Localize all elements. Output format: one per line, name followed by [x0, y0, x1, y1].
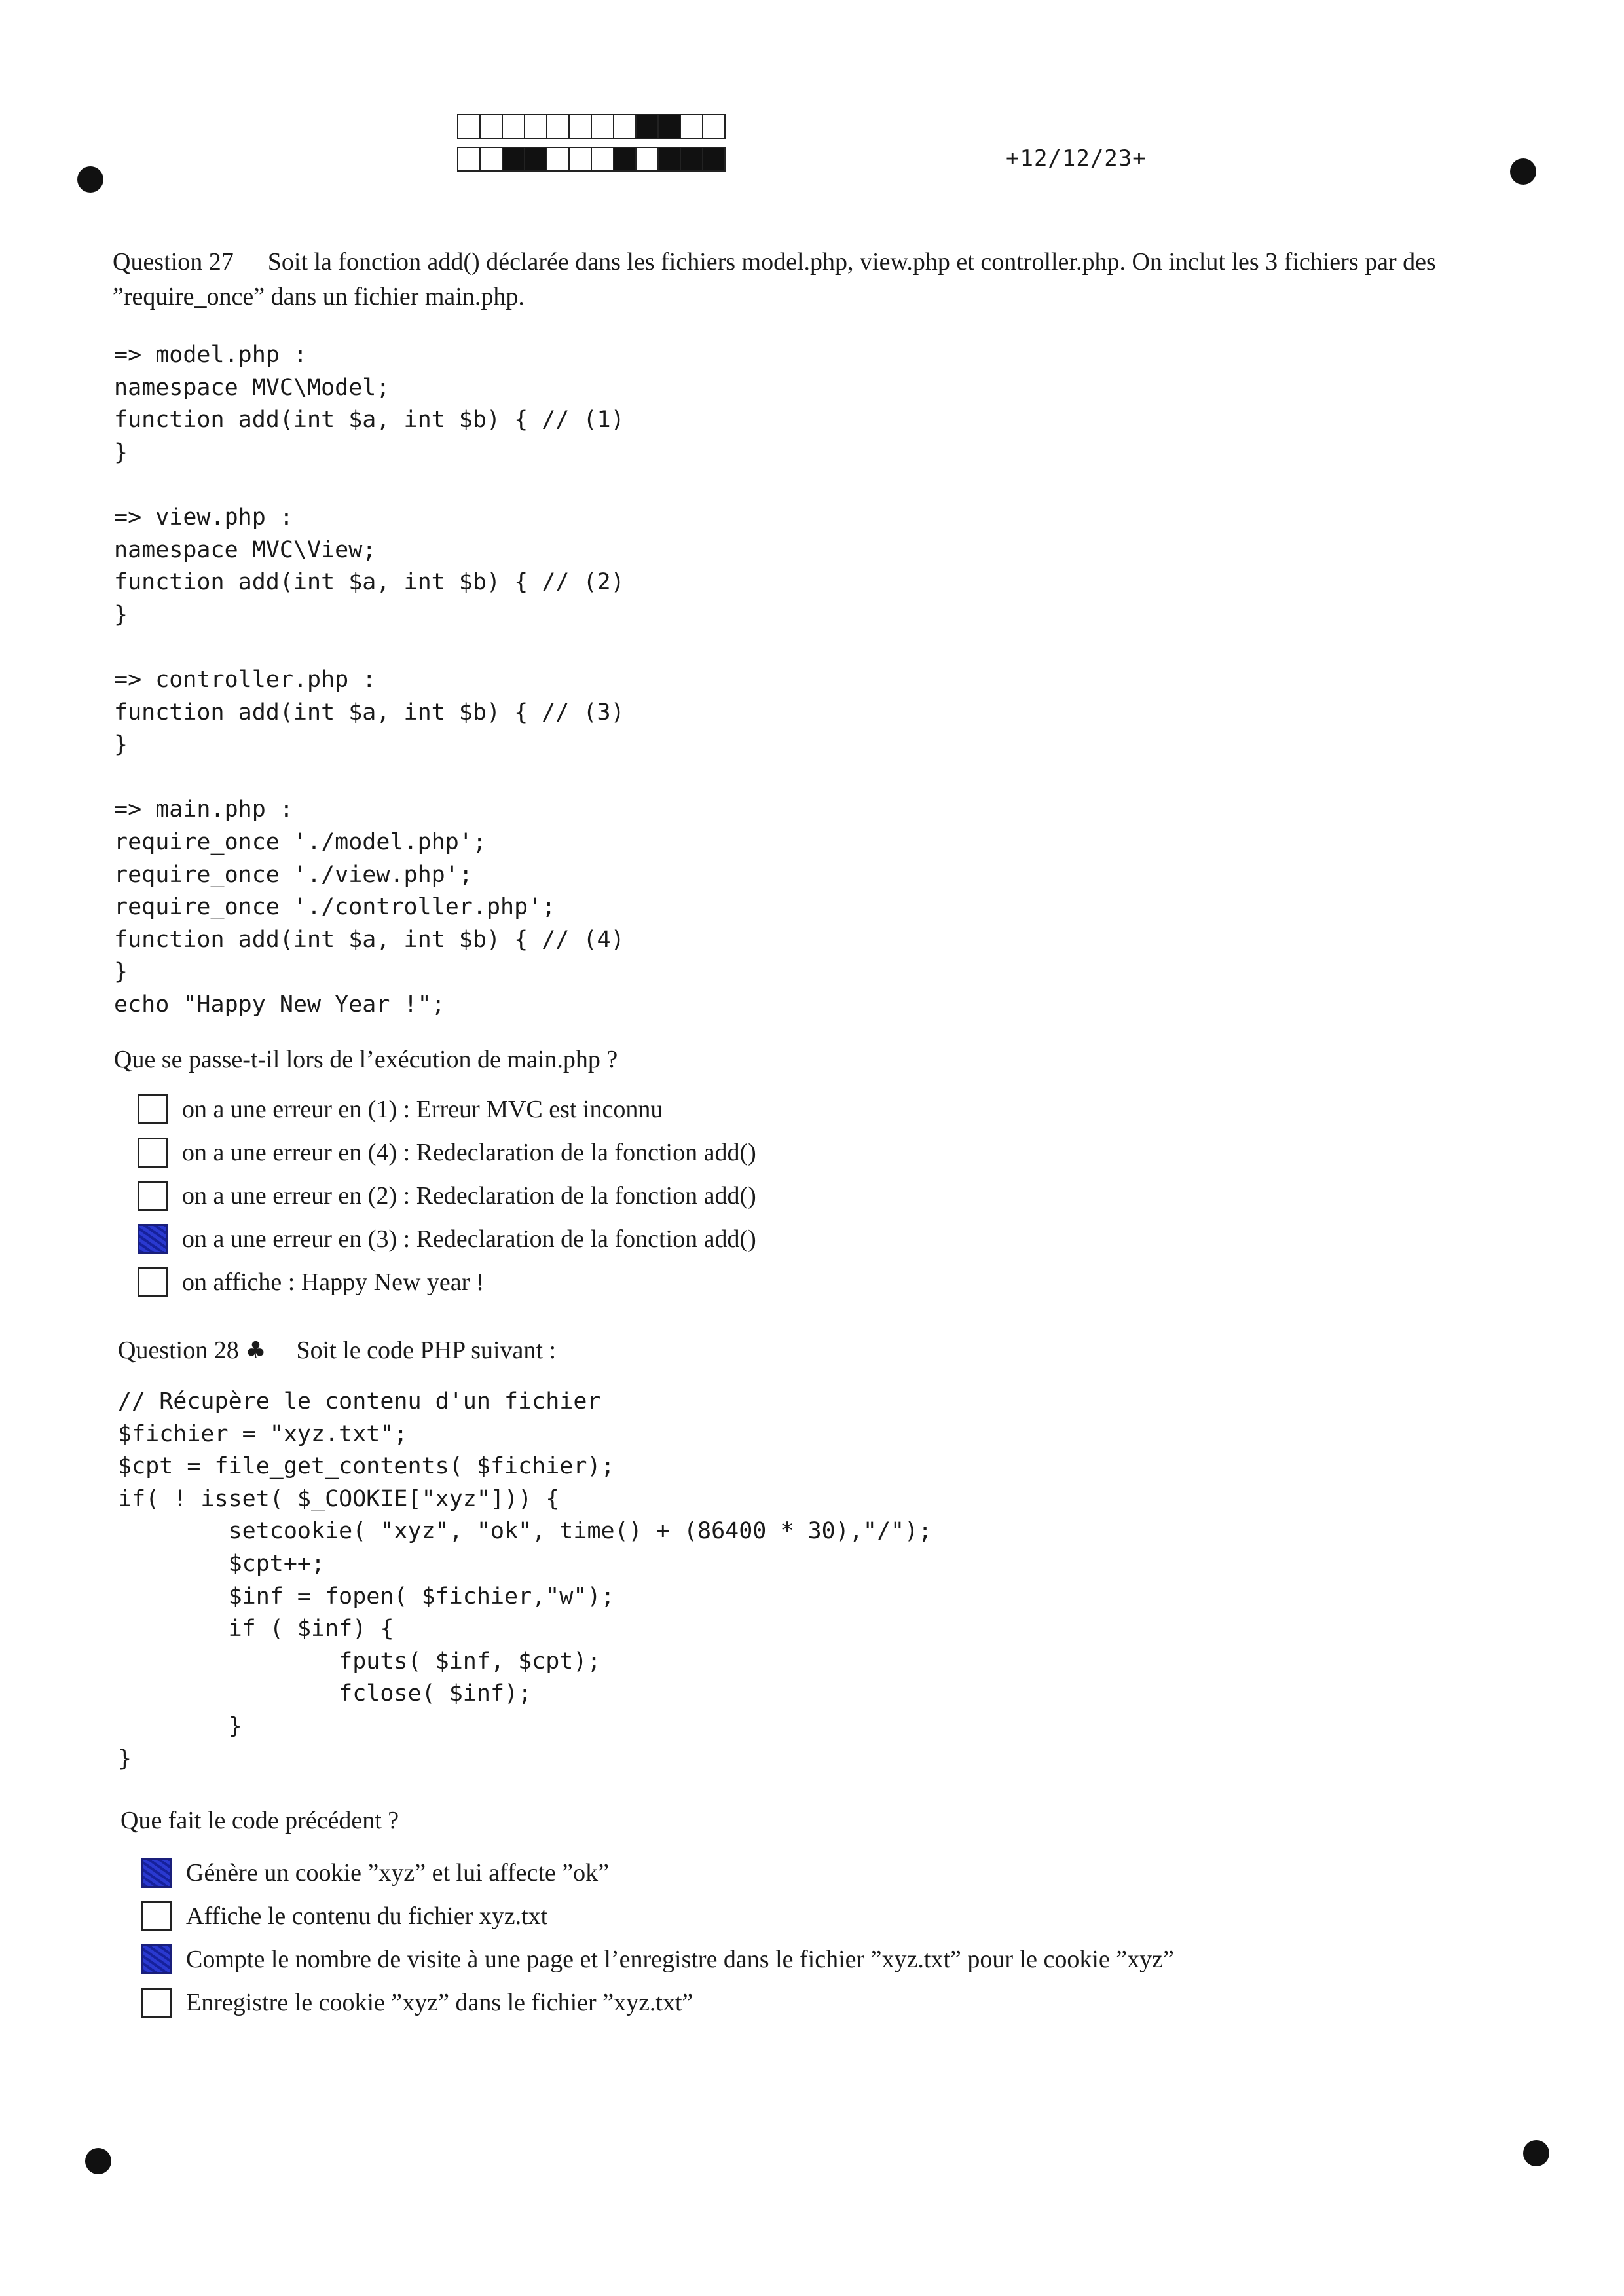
q28-option-1[interactable]: [141, 1857, 609, 1889]
id-box: [613, 114, 637, 139]
id-box: [568, 147, 592, 172]
id-box: [502, 114, 525, 139]
id-box: [635, 114, 659, 139]
question-28-text: Soit le code PHP suivant :: [296, 1337, 557, 1364]
q28-option-2-checkbox[interactable]: [141, 1901, 172, 1931]
registration-mark-bottom-left: [85, 2148, 111, 2174]
id-box: [591, 114, 614, 139]
question-27-text: Soit la fonction add() déclarée dans les fichiers model.php, view.php et controller.php. On inclut les 3 fichiers par des ”require_once” dans un fichier main.php.: [113, 248, 1436, 310]
registration-mark-top-left: [77, 166, 103, 193]
page-id: +12/12/23+: [1006, 145, 1147, 172]
id-box: [680, 114, 703, 139]
id-box: [702, 147, 726, 172]
id-box: [613, 147, 637, 172]
id-box: [546, 147, 570, 172]
q28-option-4-label: Enregistre le cookie ”xyz” dans le fichier ”xyz.txt”: [186, 1989, 693, 2016]
question-27-code: => model.php : namespace MVC\Model; function add(int $a, int $b) { // (1) } => view.php : namespace MVC\View; function add(int $a, int $b) { // (2) } => controller.php : function add(int $a, int $b) { // (3) } => main.php : require_once './model.php'; require_once './view.php'; require_once './controller.php'; function add(int $a, int $b) { // (4) } echo "Happy New Year !";: [114, 342, 625, 1018]
q28-option-2[interactable]: [141, 1900, 547, 1932]
q28-option-1-checkbox[interactable]: [141, 1858, 172, 1888]
q27-option-2-checkbox[interactable]: [138, 1138, 168, 1168]
question-27-label: Question 27: [113, 248, 234, 276]
id-box: [479, 114, 503, 139]
registration-mark-bottom-right: [1523, 2140, 1549, 2166]
q27-option-1[interactable]: [138, 1094, 663, 1125]
question-28-code: // Récupère le contenu d'un fichier $fichier = "xyz.txt"; $cpt = file_get_contents( $fichier); if( ! isset( $_COOKIE["xyz"])) { setcookie( "xyz", "ok", time() + (86400 * 30),"/"); $cpt++; $inf = fopen( $fichier,"w"); if ( $inf) { fputs( $inf, $cpt); fclose( $inf); } }: [118, 1388, 932, 1772]
q28-option-3[interactable]: [141, 1944, 1174, 1975]
id-box: [502, 147, 525, 172]
q28-option-2-label: Affiche le contenu du fichier xyz.txt: [186, 1902, 548, 1930]
question-27-prompt: Que se passe-t-il lors de l’exécution de main.php ?: [114, 1046, 618, 1073]
id-box: [568, 114, 592, 139]
q27-option-4-checkbox[interactable]: [138, 1224, 168, 1254]
q27-option-3-label: on a une erreur en (2) : Redeclaration de la fonction add(): [182, 1182, 756, 1210]
q27-option-3[interactable]: [138, 1180, 756, 1212]
id-box: [524, 114, 547, 139]
id-box: [591, 147, 614, 172]
id-box: [657, 114, 681, 139]
question-28-prompt: Que fait le code précédent ?: [120, 1807, 399, 1834]
q27-option-5-label: on affiche : Happy New year !: [182, 1268, 485, 1296]
id-box: [457, 114, 481, 139]
id-box: [702, 114, 726, 139]
q28-option-4-checkbox[interactable]: [141, 1988, 172, 2018]
id-box: [546, 114, 570, 139]
id-box: [479, 147, 503, 172]
id-box: [680, 147, 703, 172]
id-box: [524, 147, 547, 172]
q27-option-2-label: on a une erreur en (4) : Redeclaration de la fonction add(): [182, 1139, 756, 1166]
q28-option-4[interactable]: [141, 1987, 693, 2018]
q27-option-1-checkbox[interactable]: [138, 1094, 168, 1124]
q27-option-4-label: on a une erreur en (3) : Redeclaration de la fonction add(): [182, 1225, 756, 1253]
q27-option-3-checkbox[interactable]: [138, 1181, 168, 1211]
question-28-statement: [118, 1333, 1506, 1368]
q27-option-5-checkbox[interactable]: [138, 1267, 168, 1297]
q27-option-2[interactable]: [138, 1137, 756, 1168]
question-27-statement: [113, 245, 1501, 314]
q28-option-3-label: Compte le nombre de visite à une page et l’enregistre dans le fichier ”xyz.txt” pour le cookie ”xyz”: [186, 1946, 1174, 1973]
club-icon: ♣: [245, 1337, 267, 1364]
q28-option-3-checkbox[interactable]: [141, 1944, 172, 1974]
q28-option-1-label: Génère un cookie ”xyz” et lui affecte ”ok”: [186, 1859, 609, 1887]
id-box: [635, 147, 659, 172]
q27-option-5[interactable]: [138, 1267, 484, 1298]
id-box: [457, 147, 481, 172]
question-28-label: Question 28: [118, 1337, 239, 1364]
q27-option-1-label: on a une erreur en (1) : Erreur MVC est inconnu: [182, 1096, 663, 1123]
registration-mark-top-right: [1510, 158, 1536, 185]
page-id-boxes-row-2: [457, 147, 724, 172]
page-id-boxes-row-1: [457, 114, 724, 139]
q27-option-4[interactable]: [138, 1223, 756, 1255]
id-box: [657, 147, 681, 172]
